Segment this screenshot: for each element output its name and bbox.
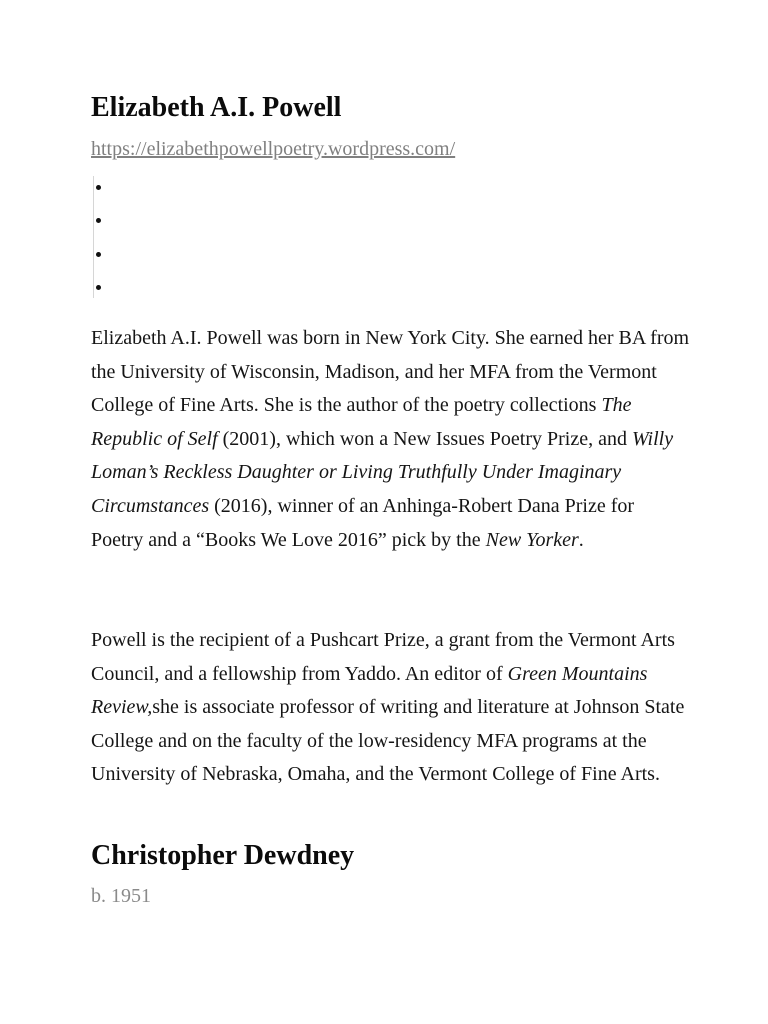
share-bullet[interactable] — [96, 252, 101, 257]
birth-year: b. 1951 — [91, 885, 151, 907]
author-name-heading: Elizabeth A.I. Powell — [91, 92, 342, 123]
share-links-list — [93, 176, 106, 298]
share-bullet[interactable] — [96, 218, 101, 223]
journal-title: Green Mountains Review, — [91, 662, 648, 719]
book-title: The Republic of Self — [91, 394, 632, 450]
bio-paragraph-2 — [91, 624, 691, 792]
bio-text: she is associate professor of writing and literature at Johnson State College and on the faculty of the low-residency MFA programs at the University of Nebraska, Omaha, and the Vermont College of Fine Arts. — [91, 696, 685, 786]
author-name-heading: Christopher Dewdney — [91, 840, 355, 871]
bio-text: Elizabeth A.I. Powell was born in New York City. She earned her BA from the University of Wisconsin, Madison, and her MFA from the Vermont College of Fine Arts. She is the author of the poetry collections — [91, 327, 690, 417]
bio-paragraph-1 — [91, 322, 691, 557]
book-title: Willy Loman’s Reckless Daughter or Living Truthfully Under Imaginary Circumstances — [91, 427, 674, 517]
magazine-title: New Yorker — [485, 528, 579, 551]
bio-text: . — [578, 528, 584, 551]
share-bullet[interactable] — [96, 185, 101, 190]
bio-text: (2001), which won a New Issues Poetry Prize, and — [217, 427, 632, 450]
bio-text: (2016), winner of an Anhinga-Robert Dana Prize for Poetry and a “Books We Love 2016” pick by the — [91, 494, 635, 551]
bio-text: Powell is the recipient of a Pushcart Prize, a grant from the Vermont Arts Council, and a fellowship from Yaddo. An editor of — [91, 629, 675, 685]
share-bullet[interactable] — [96, 285, 101, 290]
author-website-link[interactable]: https://elizabethpowellpoetry.wordpress.com/ — [91, 138, 456, 160]
